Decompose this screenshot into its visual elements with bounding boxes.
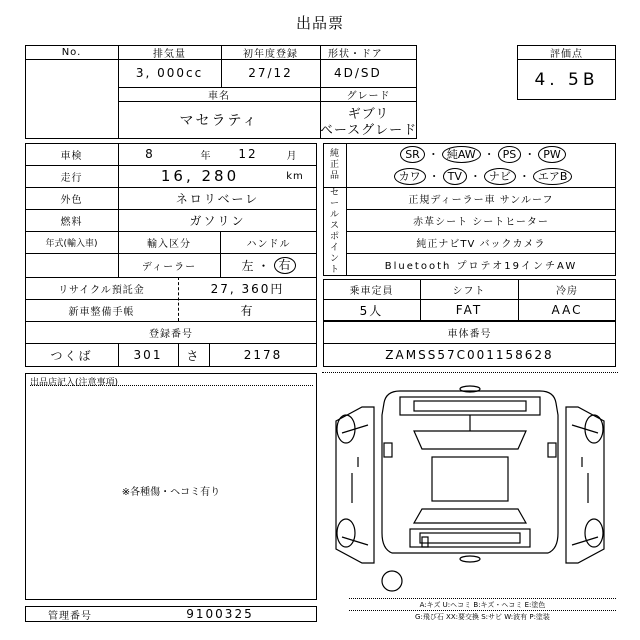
- sales-point-line-4: Bluetooth プロテオ19インチAW: [384, 261, 578, 272]
- ac-label: 冷房: [556, 285, 578, 297]
- registration-area: つくば: [50, 348, 93, 363]
- notes-label: 出品店記入(注意事項): [30, 378, 119, 388]
- import-type-label: 輸入区分: [147, 238, 191, 250]
- handle-left: 左: [241, 258, 254, 273]
- shape-door-label: 形状・ドア: [328, 48, 383, 60]
- ac-value: AAC: [551, 303, 583, 317]
- sales-point-line-3: 純正ナビTV バックカメラ: [416, 238, 546, 250]
- legend-line-1: A:キズ U:ヘコミ B:キズ・ヘコミ E:塗色: [419, 600, 546, 609]
- inspection-label: 車検: [60, 150, 83, 162]
- form-title: 出品票: [295, 13, 344, 32]
- equipment-row-1: SR ・ 純AW ・ PS ・ PW: [352, 143, 614, 165]
- genuine-parts-label: 純正品: [329, 148, 339, 181]
- registration-label: 登録番号: [149, 328, 193, 340]
- model-year-label: 年式(輸入車): [45, 238, 98, 249]
- shape-door-value: 4D/SD: [334, 66, 382, 80]
- inspection-year: 8: [145, 147, 155, 161]
- car-name-value: マセラティ: [179, 113, 259, 129]
- maintenance-book-label: 新車整備手帳: [68, 306, 135, 318]
- exterior-color-label: 外色: [60, 194, 83, 206]
- sales-point-line-1: 正規ディーラー車 サンルーフ: [408, 194, 554, 206]
- registration-class: 301: [133, 348, 163, 362]
- displacement-label: 排気量: [153, 48, 186, 60]
- displacement-value: 3, 000cc: [135, 66, 204, 80]
- management-number-label: 管理番号: [48, 610, 92, 622]
- handle-options: [220, 253, 317, 277]
- registration-number: 2178: [243, 348, 283, 362]
- mileage-value: 16, 280: [160, 167, 240, 185]
- first-registration-label: 初年度登録: [243, 48, 298, 60]
- score-label: 評価点: [550, 48, 583, 60]
- power-steering-option: PS: [498, 146, 522, 163]
- airbag-option: エアB: [533, 168, 573, 185]
- handle-label: ハンドル: [246, 238, 291, 250]
- recycle-deposit-value: 27, 360円: [210, 281, 285, 296]
- mileage-unit: km: [286, 170, 304, 182]
- legend-line-2: G:飛び石 XX:要交換 S:サビ W:波有 P:塗装: [415, 612, 550, 621]
- car-top-view-icon: [322, 373, 618, 601]
- sales-point-line-2: 赤革シート シートヒーター: [413, 216, 549, 228]
- tv-option: TV: [443, 168, 467, 185]
- chassis-number: ZAMSS57C001158628: [385, 348, 554, 362]
- handle-right-circled: 右: [274, 257, 296, 274]
- import-type-value: ディーラー: [141, 261, 197, 273]
- sunroof-option: SR: [400, 146, 425, 163]
- grade-value-line1: ギブリ: [347, 106, 390, 122]
- registration-kana: さ: [186, 348, 201, 363]
- capacity-label: 乗車定員: [349, 285, 394, 297]
- year-unit: 年: [200, 150, 212, 162]
- handle-dot: ・: [257, 258, 270, 273]
- grade-value-line2: ベースグレード: [319, 122, 418, 138]
- grade-label: グレード: [346, 90, 391, 102]
- capacity-value: 5人: [359, 303, 384, 318]
- no-label: No.: [61, 46, 82, 58]
- maintenance-book-value: 有: [240, 303, 255, 318]
- leather-option: カワ: [394, 168, 426, 185]
- chassis-label: 車体番号: [447, 328, 492, 340]
- inspection-month: 12: [238, 147, 258, 161]
- shift-value: FAT: [455, 303, 483, 317]
- exterior-color-value: ネロリベーレ: [175, 191, 260, 206]
- fuel-value: ガソリン: [189, 213, 246, 228]
- recycle-deposit-label: リサイクル預託金: [58, 284, 145, 296]
- score-value: 4. 5B: [534, 69, 599, 90]
- mileage-label: 走行: [60, 172, 83, 184]
- equipment-row-2: カワ ・ TV ・ ナビ ・ エアB: [352, 165, 614, 187]
- shift-label: シフト: [452, 285, 486, 297]
- car-diagram-area: [322, 372, 618, 600]
- sales-point-label: セールスポイント: [329, 187, 339, 275]
- fuel-label: 燃料: [60, 216, 83, 228]
- power-window-option: PW: [538, 146, 566, 163]
- management-number-value: 9100325: [186, 607, 254, 621]
- notes-text: ※各種傷・ヘコミ有り: [121, 486, 221, 498]
- first-registration-value: 27/12: [248, 66, 293, 80]
- navigation-option: ナビ: [484, 168, 516, 185]
- genuine-aw-option: 純AW: [442, 146, 481, 163]
- car-name-label: 車名: [208, 90, 230, 102]
- month-unit: 月: [286, 150, 298, 162]
